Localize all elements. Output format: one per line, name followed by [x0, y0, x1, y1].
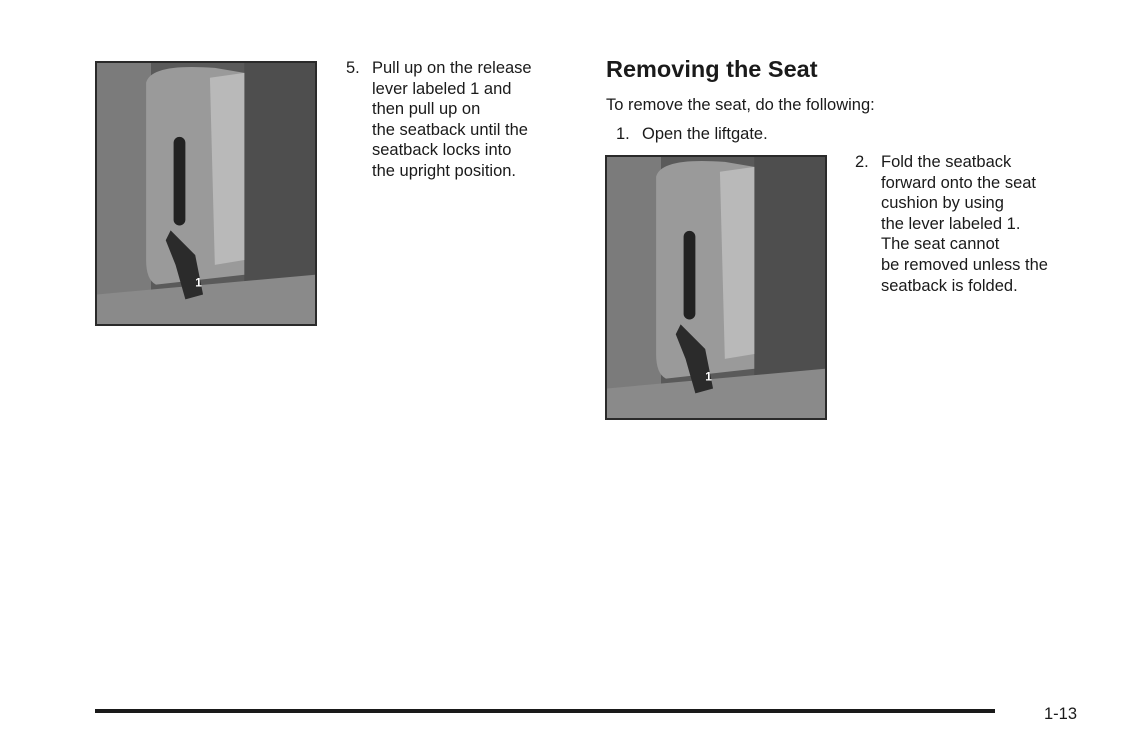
page-number: 1-13 [1044, 705, 1078, 723]
step-1-number: 1. [616, 125, 630, 143]
footer-rule [95, 709, 995, 713]
photo-lever-label: 1 [705, 369, 712, 384]
seat-release-photo-left [95, 61, 317, 326]
text-line: the upright position. [372, 161, 517, 180]
text-line: cushion by using [881, 194, 1004, 213]
text-line: Open the liftgate. [642, 125, 768, 143]
text-line: be removed unless the [881, 255, 1048, 274]
seat-lever-illustration [97, 63, 315, 324]
step-2 [855, 152, 1105, 302]
step-2-text [881, 152, 1048, 296]
section-heading: Removing the Seat [606, 56, 818, 82]
step-1 [616, 124, 876, 146]
text-line: then pull up on [372, 100, 481, 119]
text-line: Pull up on the release [372, 59, 532, 77]
text-line: the lever labeled 1. [881, 214, 1021, 233]
text-line: Fold the seatback [881, 153, 1012, 171]
text-line: seatback is folded. [881, 276, 1018, 295]
photo-lever-label: 1 [195, 275, 202, 290]
step-2-number: 2. [855, 153, 869, 171]
text-line: The seat cannot [881, 235, 1000, 254]
step-5-number: 5. [346, 59, 360, 77]
text-line: forward onto the seat [881, 173, 1037, 192]
step-5 [346, 58, 576, 188]
text-line: seatback locks into [372, 141, 512, 160]
step-1-text [642, 124, 768, 145]
text-line: the seatback until the [372, 120, 528, 139]
step-5-text [372, 58, 532, 182]
section-intro: To remove the seat, do the following: [606, 96, 875, 114]
seat-lever-illustration [607, 157, 825, 418]
text-line: lever labeled 1 and [372, 79, 512, 98]
seat-release-photo-right [605, 155, 827, 420]
